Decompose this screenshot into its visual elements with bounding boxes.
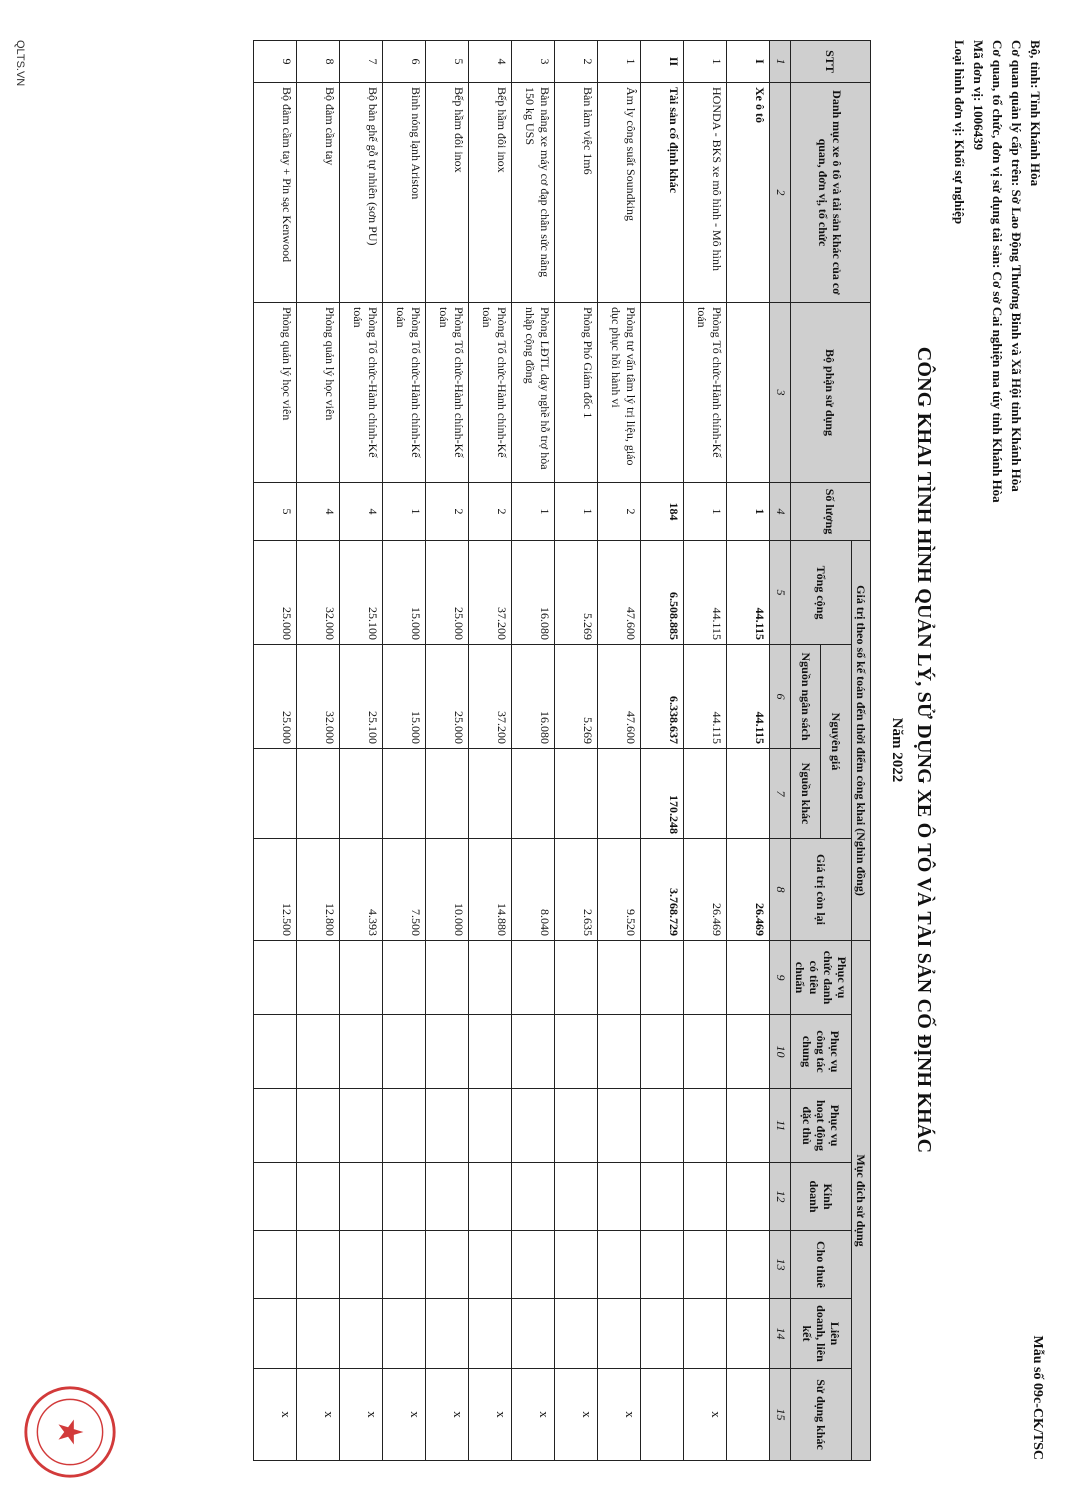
row-quantity: 1: [727, 483, 770, 541]
row-department: Phòng Tổ chức-Hành chính-Kế toán: [340, 303, 383, 483]
row-department: Phòng tư vấn tâm lý trị liệu, giáo dục phục hồi hành vi: [598, 303, 641, 483]
row-other-source: [598, 749, 641, 839]
row-purpose-empty: [555, 1089, 598, 1163]
column-index-row: [770, 41, 791, 1461]
row-name: Bếp hầm đôi inox: [469, 83, 512, 303]
official-stamp: [22, 1384, 118, 1480]
row-stt: 2: [555, 41, 598, 83]
report-year: Năm 2022: [889, 717, 905, 783]
row-remaining: 12.500: [254, 839, 297, 941]
col-purpose-general: Phục vụ công tác chung: [791, 1015, 852, 1089]
row-budget: 37.200: [469, 645, 512, 749]
row-purpose-empty: [684, 1015, 727, 1089]
row-remaining: 7.500: [383, 839, 426, 941]
table-row: [254, 41, 297, 1461]
row-total: 37.200: [469, 541, 512, 645]
col-purpose-business: Kinh doanh: [791, 1163, 852, 1231]
row-total: 15.000: [383, 541, 426, 645]
row-purpose-empty: [297, 941, 340, 1015]
row-quantity: 1: [684, 483, 727, 541]
row-purpose-empty: [383, 1089, 426, 1163]
row-purpose-empty: [426, 1163, 469, 1231]
page-title: CÔNG KHAI TÌNH HÌNH QUẢN LÝ, SỬ DỤNG XE Ô TÔ VÀ TÀI SẢN CỐ ĐỊNH KHÁC: [913, 346, 935, 1154]
row-remaining: 8.040: [512, 839, 555, 941]
row-budget: 44.115: [684, 645, 727, 749]
row-budget: 25.000: [254, 645, 297, 749]
row-budget: 15.000: [383, 645, 426, 749]
row-stt: 9: [254, 41, 297, 83]
row-purpose-other-mark: x: [469, 1369, 512, 1461]
row-remaining: 10.000: [426, 839, 469, 941]
row-total: 44.115: [727, 541, 770, 645]
row-department: Phòng Tổ chức-Hành chính-Kế toán: [383, 303, 426, 483]
row-department: Phòng Phó Giám đốc 1: [555, 303, 598, 483]
row-purpose-empty: [727, 1015, 770, 1089]
table-row: [598, 41, 641, 1461]
row-name: HONDA - BKS xe mô hình - Mô hình: [684, 83, 727, 303]
row-budget: 44.115: [727, 645, 770, 749]
table-row: [469, 41, 512, 1461]
table-row: [555, 41, 598, 1461]
row-budget: 25.000: [426, 645, 469, 749]
section-row: [727, 41, 770, 1461]
row-purpose-other-mark: x: [254, 1369, 297, 1461]
table-row: [340, 41, 383, 1461]
row-purpose-other-mark: x: [684, 1369, 727, 1461]
row-stt: 1: [684, 41, 727, 83]
row-department: Phòng LĐTL dạy nghề hỗ trợ hòa nhập cộng đồng: [512, 303, 555, 483]
row-stt: I: [727, 41, 770, 83]
row-quantity: 184: [641, 483, 684, 541]
form-number: Mẫu số 09c-CK/TSC: [1030, 1335, 1045, 1460]
row-department: Phòng Tổ chức-Hành chính-Kế toán: [426, 303, 469, 483]
row-other-source: [297, 749, 340, 839]
row-purpose-empty: [254, 941, 297, 1015]
row-stt: II: [641, 41, 684, 83]
table-row: [684, 41, 727, 1461]
column-index: 7: [770, 749, 791, 839]
row-remaining: 26.469: [684, 839, 727, 941]
row-purpose-empty: [340, 1015, 383, 1089]
row-name: Bình nóng lạnh Ariston: [383, 83, 426, 303]
row-purpose-empty: [297, 1299, 340, 1369]
row-budget: 25.100: [340, 645, 383, 749]
column-index: 3: [770, 303, 791, 483]
row-total: 5.269: [555, 541, 598, 645]
row-other-source: [383, 749, 426, 839]
row-purpose-empty: [383, 1015, 426, 1089]
row-purpose-empty: [383, 1163, 426, 1231]
row-stt: 5: [426, 41, 469, 83]
row-purpose-other-mark: x: [383, 1369, 426, 1461]
row-purpose-other-mark: x: [297, 1369, 340, 1461]
row-remaining: 2.635: [555, 839, 598, 941]
row-purpose-empty: [254, 1299, 297, 1369]
row-purpose-empty: [254, 1015, 297, 1089]
row-purpose-empty: [641, 1231, 684, 1299]
row-other-source: [340, 749, 383, 839]
row-total: 6.508.885: [641, 541, 684, 645]
column-index: 2: [770, 83, 791, 303]
row-purpose-empty: [426, 1015, 469, 1089]
row-other-source: [512, 749, 555, 839]
row-other-source: [426, 749, 469, 839]
row-purpose-empty: [555, 1231, 598, 1299]
row-purpose-empty: [684, 1089, 727, 1163]
row-purpose-empty: [254, 1089, 297, 1163]
row-purpose-empty: [727, 1089, 770, 1163]
row-purpose-empty: [340, 1163, 383, 1231]
row-purpose-empty: [297, 1163, 340, 1231]
row-remaining: 3.768.729: [641, 839, 684, 941]
row-department: Phòng Tổ chức-Hành chính-Kế toán: [684, 303, 727, 483]
row-quantity: 4: [297, 483, 340, 541]
asset-table: [253, 40, 871, 1461]
row-purpose-empty: [297, 1089, 340, 1163]
row-quantity: 1: [512, 483, 555, 541]
row-purpose-empty: [727, 1163, 770, 1231]
row-quantity: 1: [383, 483, 426, 541]
row-purpose-empty: [598, 1231, 641, 1299]
column-index: 8: [770, 839, 791, 941]
row-quantity: 2: [426, 483, 469, 541]
row-purpose-empty: [469, 1231, 512, 1299]
row-purpose-empty: [469, 1299, 512, 1369]
row-purpose-empty: [426, 1299, 469, 1369]
row-purpose-empty: [512, 1163, 555, 1231]
row-purpose-other-mark: x: [512, 1369, 555, 1461]
row-purpose-other-mark: [727, 1369, 770, 1461]
row-purpose-empty: [727, 941, 770, 1015]
row-purpose-empty: [469, 1015, 512, 1089]
row-purpose-empty: [254, 1163, 297, 1231]
row-purpose-empty: [555, 1299, 598, 1369]
row-total: 25.000: [426, 541, 469, 645]
column-index: 6: [770, 645, 791, 749]
column-index: 1: [770, 41, 791, 83]
column-index: 15: [770, 1369, 791, 1461]
row-remaining: 26.469: [727, 839, 770, 941]
col-other-source: Nguồn khác: [791, 749, 822, 839]
row-stt: 4: [469, 41, 512, 83]
row-purpose-other-mark: [641, 1369, 684, 1461]
col-department: Bộ phận sử dụng: [791, 303, 871, 483]
using-unit-line: Cơ quan, tổ chức, đơn vị sử dụng tài sản: Cơ sở Cai nghiện ma túy tỉnh Khánh Hòa: [990, 40, 1005, 503]
col-total: Tổng cộng: [791, 541, 852, 645]
row-purpose-empty: [340, 1089, 383, 1163]
row-purpose-empty: [684, 1163, 727, 1231]
row-purpose-empty: [641, 1163, 684, 1231]
row-purpose-other-mark: x: [426, 1369, 469, 1461]
row-budget: 32.000: [297, 645, 340, 749]
row-purpose-empty: [383, 1231, 426, 1299]
row-budget: 47.600: [598, 645, 641, 749]
row-purpose-empty: [383, 941, 426, 1015]
row-total: 25.100: [340, 541, 383, 645]
row-total: 32.000: [297, 541, 340, 645]
row-purpose-empty: [641, 1015, 684, 1089]
row-total: 44.115: [684, 541, 727, 645]
col-purpose-joint: Liên doanh, liên kết: [791, 1299, 852, 1369]
row-purpose-empty: [512, 941, 555, 1015]
document-header: [950, 40, 1045, 503]
row-purpose-empty: [598, 941, 641, 1015]
row-purpose-empty: [684, 1299, 727, 1369]
row-name: Bộ bàn ghế gỗ tự nhiên (sơn PU): [340, 83, 383, 303]
row-purpose-empty: [469, 1089, 512, 1163]
row-name: Tài sản cố định khác: [641, 83, 684, 303]
row-quantity: 5: [254, 483, 297, 541]
row-purpose-empty: [383, 1299, 426, 1369]
province-line: Bộ, tỉnh: Tỉnh Khánh Hòa: [1028, 40, 1043, 187]
column-index: 11: [770, 1089, 791, 1163]
row-department: [641, 303, 684, 483]
footer-code: QLTS.VN: [14, 40, 26, 87]
column-index: 12: [770, 1163, 791, 1231]
col-purpose-lease: Cho thuê: [791, 1231, 852, 1299]
column-index: 5: [770, 541, 791, 645]
section-row: [641, 41, 684, 1461]
row-purpose-empty: [684, 1231, 727, 1299]
col-original-group: Nguyên giá: [821, 645, 852, 839]
row-remaining: 9.520: [598, 839, 641, 941]
row-purpose-empty: [598, 1163, 641, 1231]
row-purpose-empty: [641, 941, 684, 1015]
row-purpose-other-mark: x: [340, 1369, 383, 1461]
row-purpose-empty: [641, 1299, 684, 1369]
row-purpose-empty: [469, 1163, 512, 1231]
column-index: 14: [770, 1299, 791, 1369]
row-other-source: [684, 749, 727, 839]
row-other-source: 170.248: [641, 749, 684, 839]
row-purpose-empty: [555, 1015, 598, 1089]
row-purpose-empty: [555, 941, 598, 1015]
managing-agency-line: Cơ quan quản lý cấp trên: Sở Lao Động Thương Binh và Xã Hội tỉnh Khánh Hòa: [1009, 40, 1024, 492]
row-department: Phòng Tổ chức-Hành chính-Kế toán: [469, 303, 512, 483]
col-stt: STT: [791, 41, 871, 83]
unit-type-line: Loại hình đơn vị: Khối sự nghiệp: [952, 40, 967, 225]
row-other-source: [727, 749, 770, 839]
row-other-source: [469, 749, 512, 839]
row-name: Xe ô tô: [727, 83, 770, 303]
col-quantity: Số lượng: [791, 483, 871, 541]
row-stt: 1: [598, 41, 641, 83]
row-total: 25.000: [254, 541, 297, 645]
row-purpose-empty: [426, 1231, 469, 1299]
row-name: Bàn nâng xe máy cơ đạp chân sức nâng 150 kg USS: [512, 83, 555, 303]
column-index: 13: [770, 1231, 791, 1299]
col-remaining: Giá trị còn lại: [791, 839, 852, 941]
table-row: [426, 41, 469, 1461]
col-purpose-special: Phục vụ hoạt động đặc thù: [791, 1089, 852, 1163]
row-purpose-empty: [512, 1015, 555, 1089]
row-purpose-empty: [512, 1231, 555, 1299]
row-budget: 5.269: [555, 645, 598, 749]
row-quantity: 2: [469, 483, 512, 541]
table-row: [297, 41, 340, 1461]
row-purpose-empty: [469, 941, 512, 1015]
row-name: Bộ đàm cầm tay: [297, 83, 340, 303]
row-remaining: 14.880: [469, 839, 512, 941]
row-name: Bếp hầm đôi inox: [426, 83, 469, 303]
row-purpose-empty: [297, 1015, 340, 1089]
col-purpose-title: Phục vụ chức danh có tiêu chuẩn: [791, 941, 852, 1015]
row-department: Phòng quản lý học viên: [297, 303, 340, 483]
row-remaining: 4.393: [340, 839, 383, 941]
row-purpose-other-mark: x: [598, 1369, 641, 1461]
row-purpose-empty: [340, 1299, 383, 1369]
row-name: Bàn làm việc 1m6: [555, 83, 598, 303]
row-name: Âm ly công suất Soundking: [598, 83, 641, 303]
col-purpose-other: Sử dụng khác: [791, 1369, 852, 1461]
col-purpose-group: Mục đích sử dụng: [852, 941, 871, 1461]
row-purpose-empty: [426, 1089, 469, 1163]
row-purpose-empty: [426, 941, 469, 1015]
col-value-group: Giá trị theo sổ kế toán đến thời điểm công khai (Nghìn đồng): [852, 541, 871, 941]
row-department: Phòng quản lý học viên: [254, 303, 297, 483]
row-department: [727, 303, 770, 483]
row-quantity: 1: [555, 483, 598, 541]
col-name: Danh mục xe ô tô và tài sản khác của cơ quan, đơn vị, tổ chức: [791, 83, 871, 303]
row-quantity: 2: [598, 483, 641, 541]
row-other-source: [254, 749, 297, 839]
row-purpose-empty: [684, 941, 727, 1015]
row-stt: 3: [512, 41, 555, 83]
row-quantity: 4: [340, 483, 383, 541]
row-purpose-empty: [555, 1163, 598, 1231]
row-purpose-empty: [254, 1231, 297, 1299]
row-name: Bộ đàm cầm tay + Pin sạc Kenwood: [254, 83, 297, 303]
row-purpose-empty: [512, 1299, 555, 1369]
row-purpose-empty: [727, 1231, 770, 1299]
row-purpose-empty: [598, 1089, 641, 1163]
column-index: 4: [770, 483, 791, 541]
row-purpose-empty: [727, 1299, 770, 1369]
row-total: 16.080: [512, 541, 555, 645]
row-stt: 6: [383, 41, 426, 83]
row-remaining: 12.800: [297, 839, 340, 941]
row-purpose-empty: [598, 1015, 641, 1089]
row-budget: 16.080: [512, 645, 555, 749]
row-purpose-empty: [512, 1089, 555, 1163]
row-budget: 6.338.637: [641, 645, 684, 749]
row-purpose-other-mark: x: [555, 1369, 598, 1461]
row-purpose-empty: [340, 1231, 383, 1299]
unit-code-line: Mã đơn vị: 1006439: [971, 40, 986, 151]
column-index: 10: [770, 1015, 791, 1089]
table-row: [383, 41, 426, 1461]
row-purpose-empty: [297, 1231, 340, 1299]
row-stt: 8: [297, 41, 340, 83]
row-purpose-empty: [598, 1299, 641, 1369]
table-row: [512, 41, 555, 1461]
column-index: 9: [770, 941, 791, 1015]
row-stt: 7: [340, 41, 383, 83]
row-purpose-empty: [641, 1089, 684, 1163]
row-total: 47.600: [598, 541, 641, 645]
col-budget: Nguồn ngân sách: [791, 645, 822, 749]
row-other-source: [555, 749, 598, 839]
row-purpose-empty: [340, 941, 383, 1015]
